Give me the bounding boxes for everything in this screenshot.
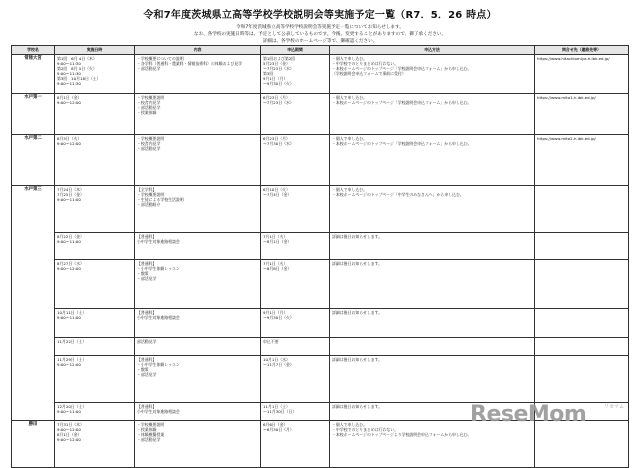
table-row xyxy=(12,186,629,233)
cell-method xyxy=(330,338,535,356)
header-row xyxy=(12,46,629,55)
cell-content: 【普通科】 小中学生対象進路相談会 xyxy=(135,309,261,338)
intro-text xyxy=(0,24,640,45)
cell-period: 6月6日（金） ～6月30日（月） xyxy=(261,421,330,468)
cell-period: 申込不要 xyxy=(261,338,330,356)
table-row xyxy=(12,309,629,338)
school-name: 勝田 xyxy=(12,421,55,468)
header-content: 内容 xyxy=(135,46,261,55)
cell-content: ・学校概要説明 ・校舎内見学 ・部活動見学 ・授業体験 xyxy=(135,94,261,135)
cell-method: 詳細は後日お知らせします。 xyxy=(330,260,535,309)
cell-method: 詳細は後日お知らせします。 xyxy=(330,403,535,421)
cell-method: ・個人で申し込む。 ・中学校でのとりまとめは行わない。 ・本校ホームページのトップページ「学校説明会申込フォーム」から申し込む。 （学校説明会申込フォームで事前に受付） xyxy=(330,55,535,94)
header-school: 学校名 xyxy=(12,46,55,55)
cell-content: 【普通科】 小中学生対象進路相談会 xyxy=(135,403,261,421)
cell-contact xyxy=(535,309,629,338)
cell-period: 7月1日（火） ～8月1日（金） xyxy=(261,233,330,260)
cell-contact xyxy=(535,356,629,403)
intro-line-2: なお、各学校の実施日時等は、予定として公表しているものです。今後、変更することがありますので、御了承ください。 xyxy=(193,32,447,37)
school-name: 水戸第二 xyxy=(12,135,55,186)
table-row xyxy=(12,55,629,94)
cell-contact xyxy=(535,233,629,260)
cell-content: ・学校概要説明 ・校舎内見学 ・部活動見学 xyxy=(135,135,261,186)
header-period: 申込期間 xyxy=(261,46,330,55)
table-row xyxy=(12,94,629,135)
intro-line-1: 令和7年度茨城県立高等学校学校説明会等実施予定一覧についてお知らせします。 xyxy=(236,25,404,30)
cell-datetime: 10月11日（土） 9:00～11:00 xyxy=(55,309,135,338)
schedule-table xyxy=(11,45,629,468)
cell-method: 詳細は後日お知らせします。 xyxy=(330,309,535,338)
table-row xyxy=(12,356,629,403)
cell-method: ・個人で申し込む。 ・本校ホームページのトップページ「中学生のみなさんへ」から申し込む。 xyxy=(330,186,535,233)
table-row xyxy=(12,135,629,186)
cell-method: ・個人で申し込む。 ・本校ホームページのトップページ「学校説明会申込フォーム」から申し込む。 xyxy=(330,135,535,186)
header-contact: 問合せ先（連絡先等） xyxy=(535,46,629,55)
cell-contact xyxy=(535,338,629,356)
cell-datetime: 8月27日（水） 9:00～12:00 xyxy=(55,260,135,309)
cell-content: 【普通科】 ・小中学生体験レッスン ・散策 ・部活見学 xyxy=(135,260,261,309)
page-title: 令和7年度茨城県立高等学校学校説明会等実施予定一覧（R7．5．26 時点） xyxy=(143,10,497,21)
table-row xyxy=(12,421,629,468)
intro-line-3: 詳細は、各学校のホームページ等で、御確認ください。 xyxy=(262,39,378,44)
cell-contact: https://www.mito1-h.ibk.ed.jp/ xyxy=(535,94,629,135)
cell-datetime: 8月22日（金） 9:00～11:00 xyxy=(55,233,135,260)
cell-datetime: 7月31日（木） 9:00～12:00 8月1日（金） 9:00～12:00 xyxy=(55,421,135,468)
cell-content: ・学校概要についての説明 ・各学科（普通科・農業科・情報技術科）の体験および見学 ・部活動見学 xyxy=(135,55,261,94)
cell-datetime: 11月22日（土） xyxy=(55,338,135,356)
cell-period: 11月1日（土） ～11月30日（日） xyxy=(261,403,330,421)
table-row xyxy=(12,260,629,309)
cell-period: 第1回および第2回 5月23日（金） ～7月23日（水） 第3回 9月1日（月） ～9月30日（火） xyxy=(261,55,330,94)
cell-method: 詳細は後日お知らせします。 xyxy=(330,356,535,403)
cell-content: 【普通科】 ・小中学生体験レッスン ・散策 ・部活見学 xyxy=(135,356,261,403)
school-name: 常陸大宮 xyxy=(12,55,55,94)
cell-method: 詳細は後日お知らせします。 xyxy=(330,233,535,260)
cell-datetime: 11月29日（土） 9:00～12:00 xyxy=(55,356,135,403)
cell-method: ・個人で申し込む。 ・中学校でのとりまとめは行わない。 ・本校ホームページのトップページより学校説明会申込フォームから申し込む。 xyxy=(330,421,535,468)
cell-contact xyxy=(535,186,629,233)
cell-content: 【全学科】 ・学校概要説明 ・生徒による学校生活説明 ・部活動紹介 xyxy=(135,186,261,233)
cell-period: 10月1日（水） ～11月7日（金） xyxy=(261,356,330,403)
cell-period: 7月1日（火） ～8月8日（金） xyxy=(261,260,330,309)
cell-contact xyxy=(535,260,629,309)
cell-period: 9月1日（月） ～9月30日（火） xyxy=(261,309,330,338)
cell-contact: https://www.mito2-h.ibk.ed.jp/ xyxy=(535,135,629,186)
school-name: 水戸第三 xyxy=(12,186,55,421)
cell-contact: https://www.hitachiomiya-h.ibk.ed.jp/ xyxy=(535,55,629,94)
watermark-subtext: リセマム xyxy=(604,404,624,410)
school-name: 水戸第一 xyxy=(12,94,55,135)
header-datetime: 実施日時 xyxy=(55,46,135,55)
cell-datetime: 12月20日（土） 9:00～11:00 xyxy=(55,403,135,421)
cell-datetime: 8月5日（火） 9:00～12:00 xyxy=(55,135,135,186)
table-row xyxy=(12,338,629,356)
cell-content: ・学校概要説明 ・授業体験 ・体験模擬授業 ・部活動見学 xyxy=(135,421,261,468)
cell-content: 【普通科】 小中学生対象進路相談会 xyxy=(135,233,261,260)
cell-method: ・個人で申し込む。 ・本校ホームページのトップページ「学校説明会申込フォーム」から申し込む。 xyxy=(330,94,535,135)
cell-period: 6月23日（月） ～7月30日（水） xyxy=(261,135,330,186)
table-row xyxy=(12,403,629,421)
cell-datetime: 7月24日（木） 7月25日（金） 9:00～11:00 xyxy=(55,186,135,233)
cell-datetime: 第1回 6月 4日（木） 9:00～11:30 第2回 8月 5日（火） 9:00～11:30 第3回 10月18日（土） 9:00～11:30 xyxy=(55,55,135,94)
cell-contact xyxy=(535,403,629,421)
cell-datetime: 8月1日（金） 9:00～12:00 xyxy=(55,94,135,135)
cell-content: 部活動見学 xyxy=(135,338,261,356)
table-row xyxy=(12,233,629,260)
watermark-logo: ReseMom xyxy=(470,402,587,427)
cell-period: 6月23日（月） ～7月23日（水） xyxy=(261,94,330,135)
cell-contact xyxy=(535,421,629,468)
cell-period: 6月10日（火） ～7月4日（金） xyxy=(261,186,330,233)
header-method: 申込方法 xyxy=(330,46,535,55)
